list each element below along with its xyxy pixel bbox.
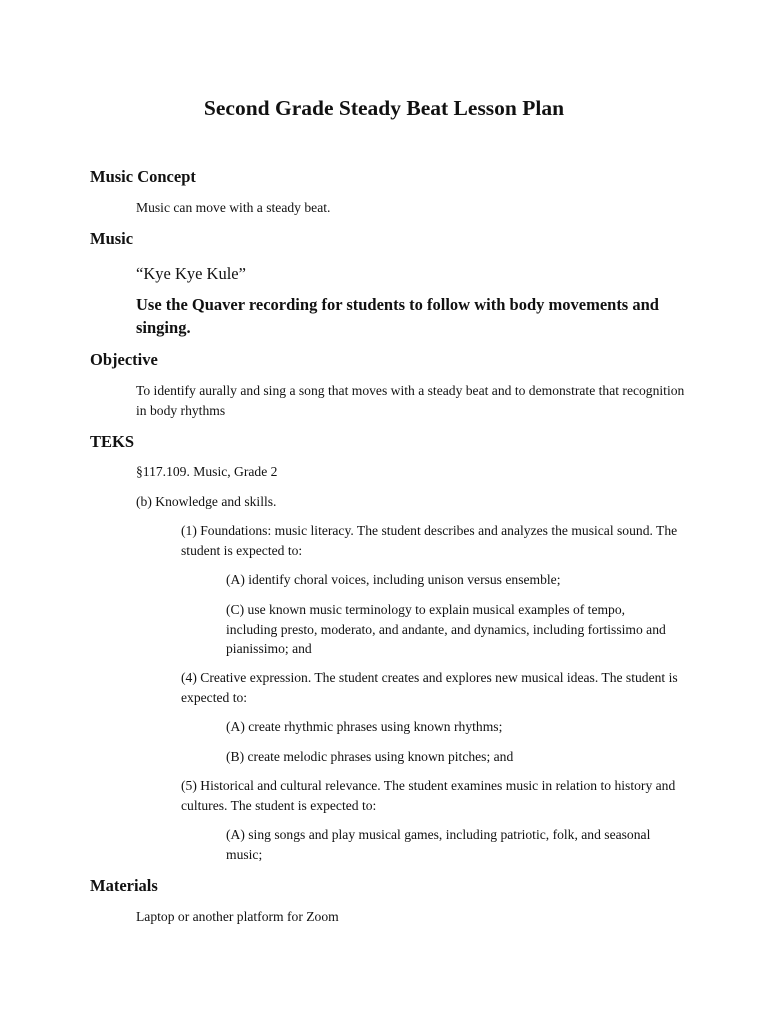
teks-item-5-a: (A) sing songs and play musical games, including patriotic, folk, and seasonal music; [226,827,651,862]
teks-knowledge-skills: (b) Knowledge and skills. [136,494,277,509]
music-concept-text: Music can move with a steady beat. [136,200,331,215]
teks-item-4: (4) Creative expression. The student creates and explores new musical ideas. The student is expected to: [181,670,678,705]
heading-music-concept: Music Concept [90,167,196,186]
song-title: “Kye Kye Kule” [136,264,246,283]
heading-teks: TEKS [90,432,135,451]
heading-music: Music [90,229,134,248]
teks-item-4-b: (B) create melodic phrases using known pitches; and [226,749,514,764]
teks-item-1-a: (A) identify choral voices, including unison versus ensemble; [226,572,561,587]
heading-objective: Objective [90,350,158,369]
objective-text: To identify aurally and sing a song that moves with a steady beat and to demonstrate that recognition in body rhythms [136,383,685,418]
teks-item-4-a: (A) create rhythmic phrases using known rhythms; [226,719,503,734]
teks-item-5: (5) Historical and cultural relevance. The student examines music in relation to history and cultures. The student is expected to: [181,778,676,813]
music-instruction: Use the Quaver recording for students to follow with body movements and singing. [136,295,659,337]
teks-item-1-c: (C) use known music terminology to explain musical examples of tempo, including presto, moderato, and andante, and dynamics, including fortissimo and pianissimo; and [226,602,666,656]
materials-text: Laptop or another platform for Zoom [136,909,339,924]
teks-code: §117.109. Music, Grade 2 [136,464,278,479]
heading-materials: Materials [90,876,158,895]
teks-item-1: (1) Foundations: music literacy. The student describes and analyzes the musical sound. The student is expected to: [181,523,678,558]
page-title: Second Grade Steady Beat Lesson Plan [203,96,565,120]
